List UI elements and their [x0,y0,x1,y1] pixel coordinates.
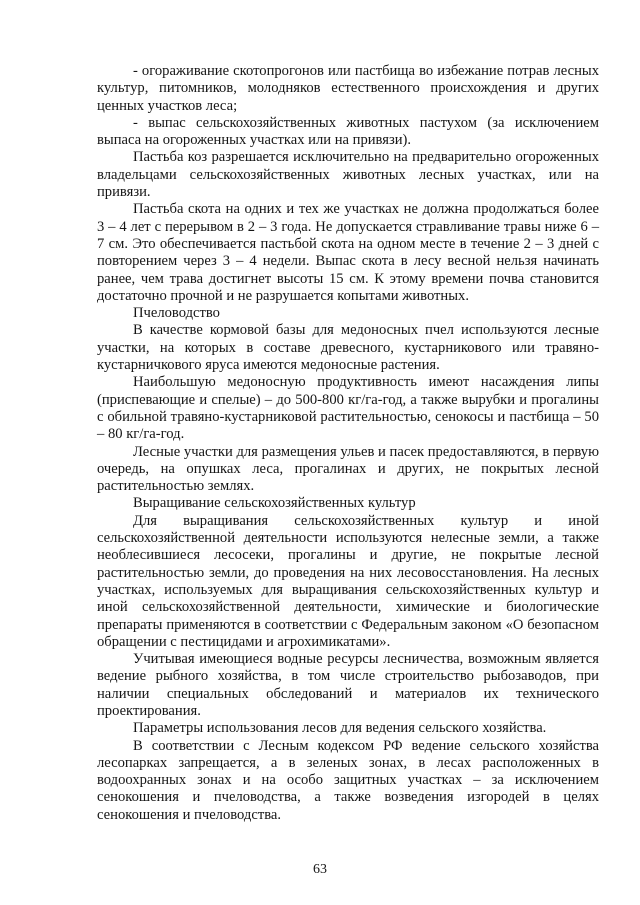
paragraph-fencing: - огораживание скотопрогонов или пастбища во избежание потрав лесных культур, питомников, молодняков естественного происхождения и других ценных участков леса; [97,63,599,114]
paragraph-crop-cultivation: Для выращивания сельскохозяйственных культур и иной сельскохозяйственной деятельности используются нелесные земли, а также необлесившиеся лесосеки, прогалины и другие, не покрытые лесной растительностью земли, до проведения на них лесовосстановления. На лесных участках, используемых для выращивания сельскохозяйственных культур и иной сельскохозяйственной деятельности, химические и биологические препараты применяются в соответствии с Федеральным законом «О безопасном обращении с пестицидами и агрохимикатами». [97,512,599,650]
paragraph-honey-base: В качестве кормовой базы для медоносных пчел используются лесные участки, на которых в составе древесного, кустарникового или травяно-кустарничкового яруса имеются медоносные растения. [97,322,599,374]
paragraph-apiary-placement: Лесные участки для размещения ульев и пасек предоставляются, в первую очередь, на опушках леса, прогалинах и других, не покрытых лесной растительностью землях. [97,443,599,495]
document-page [97,63,599,824]
section-heading-beekeeping: Пчеловодство [133,305,220,322]
paragraph-forest-code: В соответствии с Лесным кодексом РФ ведение сельского хозяйства лесопарках запрещается, а в зеленых зонах, в лесах расположенных в водоохранных зонах и на особо защитных участках – за исключением сенокошения и пчеловодства, а также возведения изгородей в целях сенокошения и пчеловодства. [97,737,599,823]
paragraph-herding: - выпас сельскохозяйственных животных пастухом (за исключением выпаса на огороженных участках или на привязи). [97,114,599,149]
section-heading-crops: Выращивание сельскохозяйственных культур [133,495,416,512]
paragraph-fish-farming: Учитывая имеющиеся водные ресурсы лесничества, возможным является ведение рыбного хозяйства, в том числе строительство рыбозаводов, при наличии специальных обследований и материалов их технического проектирования. [97,651,599,719]
paragraph-honey-productivity: Наибольшую медоносную продуктивность имеют насаждения липы (приспевающие и спелые) – до 500-800 кг/га-год, а также вырубки и прогалины с обильной травяно-кустарниковой растительностью, сенокосы и пастбища – 50 – 80 кг/га-год. [97,374,599,443]
page-number: 63 [313,862,327,877]
paragraph-goat-grazing: Пастьба коз разрешается исключительно на предварительно огороженных владельцами сельскохозяйственных животных лесных участках, или на привязи. [97,149,599,201]
section-heading-parameters: Параметры использования лесов для ведения сельского хозяйства. [133,720,547,737]
paragraph-grazing-rules: Пастьба скота на одних и тех же участках не должна продолжаться более 3 – 4 лет с перерывом в 2 – 3 года. Не допускается стравливание травы ниже 6 – 7 см. Это обеспечивается пастьбой скота на одном месте в течение 2 – 3 дней с повторением через 3 – 4 недели. Выпас скота в лесу весной нельзя начинать ранее, чем трава достигнет высоты 15 см. К этому времени почва становится достаточно прочной и не разрушается копытами животных. [97,201,599,304]
